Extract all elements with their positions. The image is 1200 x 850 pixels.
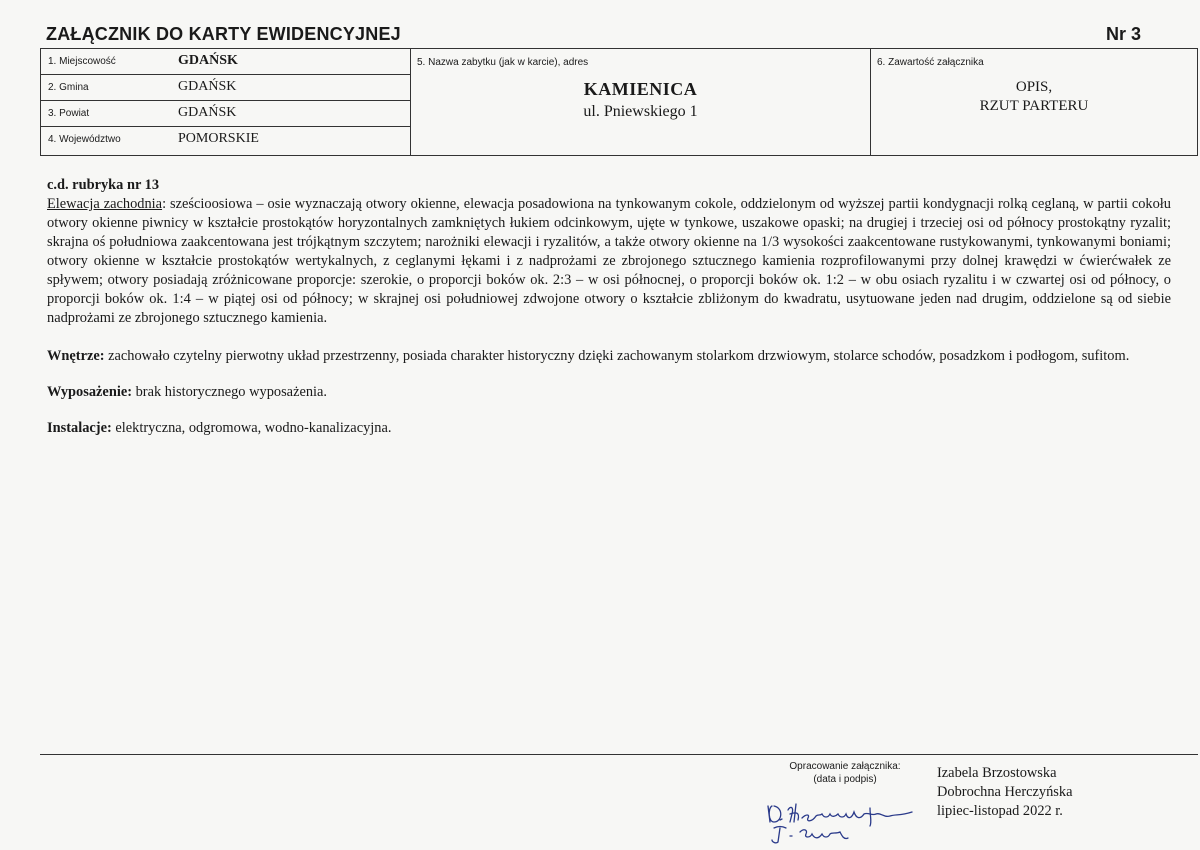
preparation-date: lipiec-listopad 2022 r.: [937, 803, 1063, 819]
location-label: 4. Województwo: [48, 134, 121, 145]
document-title: ZAŁĄCZNIK DO KARTY EWIDENCYJNEJ: [46, 24, 401, 44]
installations-text: elektryczna, odgromowa, wodno-kanalizacyjna.: [111, 420, 392, 436]
description-body: [47, 176, 1171, 438]
location-label: 2. Gmina: [48, 82, 89, 93]
monument-column: [411, 49, 871, 155]
installations-label: Instalacje:: [47, 420, 112, 436]
handwritten-signature: [760, 798, 930, 848]
elevation-text: : sześcioosiowa – osie wyznaczają otwory okienne, elewacja posadowiona na tynkowanym cokole, oddzielonym od wyższej partii kondygnacji rolką ceglaną, w partii cokołu otwory okienne piwnicy w kształcie prostokątów horyzontalnych zamkniętych łukiem odcinkowym, ujęte w tynkowe, uszakowe opaski; na drugiej i trzeciej osi od północy prostokątny ryzalit; skrajna oś południowa zaakcentowana jest trójkątnym szczytem; narożniki elewacji i ryzalitów, a także otwory okienne na 1/3 wysokości zaakcentowane rustykowanymi, tynkowanymi boniami; otwory okienne w kształcie prostokątów wertykalnych, z ceglanymi łękami i z nadprożami ze zbrojonego sztucznego kamienia rozprofilowanymi przy dolnej krawędzi w ćwierćwałek ze spływem; otwory posiadają zróżnicowane proporcje: szerokie, o proporcji boków ok. 2:3 – w osi północnej, o proporcji boków ok. 1:2 – w obu osiach ryzalitu i w czwartej osi od północy, o proporcji boków ok. 1:4 – w piątej osi od północy; w skrajnej osi południowej zdwojone otwory o kształcie zbliżonym do kwadratu, usytuowane jeden nad drugim, oddzielone są od siebie nadprożami ze zbrojonego sztucznego kamienia.: [47, 196, 1172, 326]
location-value: GDAŃSK: [178, 79, 237, 94]
equipment-text: brak historycznego wyposażenia.: [132, 384, 328, 400]
author-name: Izabela Brzostowska: [937, 765, 1057, 781]
elevation-paragraph: [47, 195, 1171, 328]
elevation-label: Elewacja zachodnia: [47, 196, 163, 212]
equipment-label: Wyposażenie:: [47, 384, 133, 400]
monument-address: ul. Pniewskiego 1: [583, 103, 698, 120]
interior-text: zachowało czytelny pierwotny układ przestrzenny, posiada charakter historyczny dzięki zachowanym stolarkom drzwiowym, stolarce schodów, posadzkom i podłogom, sufitom.: [104, 348, 1130, 364]
attachment-number: Nr 3: [1105, 24, 1141, 44]
location-value: GDAŃSK: [178, 105, 237, 120]
interior-label: Wnętrze:: [47, 348, 105, 364]
installations-paragraph: [47, 419, 1171, 438]
location-value: GDAŃSK: [178, 53, 238, 68]
location-value: POMORSKIE: [178, 131, 259, 146]
location-label: 3. Powiat: [48, 108, 90, 119]
location-row-town: [41, 49, 410, 75]
monument-name: KAMIENICA: [583, 79, 698, 99]
prepared-by-label-line2: (data i podpis): [813, 774, 877, 785]
location-row-district: [41, 101, 410, 127]
location-row-voivodeship: [41, 127, 410, 155]
contents-line-1: OPIS,: [1015, 79, 1053, 95]
metadata-table: [40, 48, 1198, 156]
monument-label: 5. Nazwa zabytku (jak w karcie), adres: [417, 57, 589, 68]
contents-label: 6. Zawartość załącznika: [877, 57, 984, 68]
equipment-paragraph: [47, 383, 1171, 402]
prepared-by-label-line1: Opracowanie załącznika:: [789, 761, 901, 772]
location-column: [41, 49, 411, 155]
interior-paragraph: [47, 347, 1171, 366]
location-row-commune: [41, 75, 410, 101]
section-heading: c.d. rubryka nr 13: [47, 177, 160, 193]
contents-column: [871, 49, 1197, 155]
document-header: [40, 24, 1198, 44]
footer-divider: [40, 754, 1198, 755]
prepared-by-label: [770, 760, 920, 786]
authors-block: [937, 764, 1072, 821]
contents-line-2: RZUT PARTERU: [979, 98, 1089, 114]
location-label: 1. Miejscowość: [48, 56, 116, 67]
author-name: Dobrochna Herczyńska: [937, 784, 1073, 800]
